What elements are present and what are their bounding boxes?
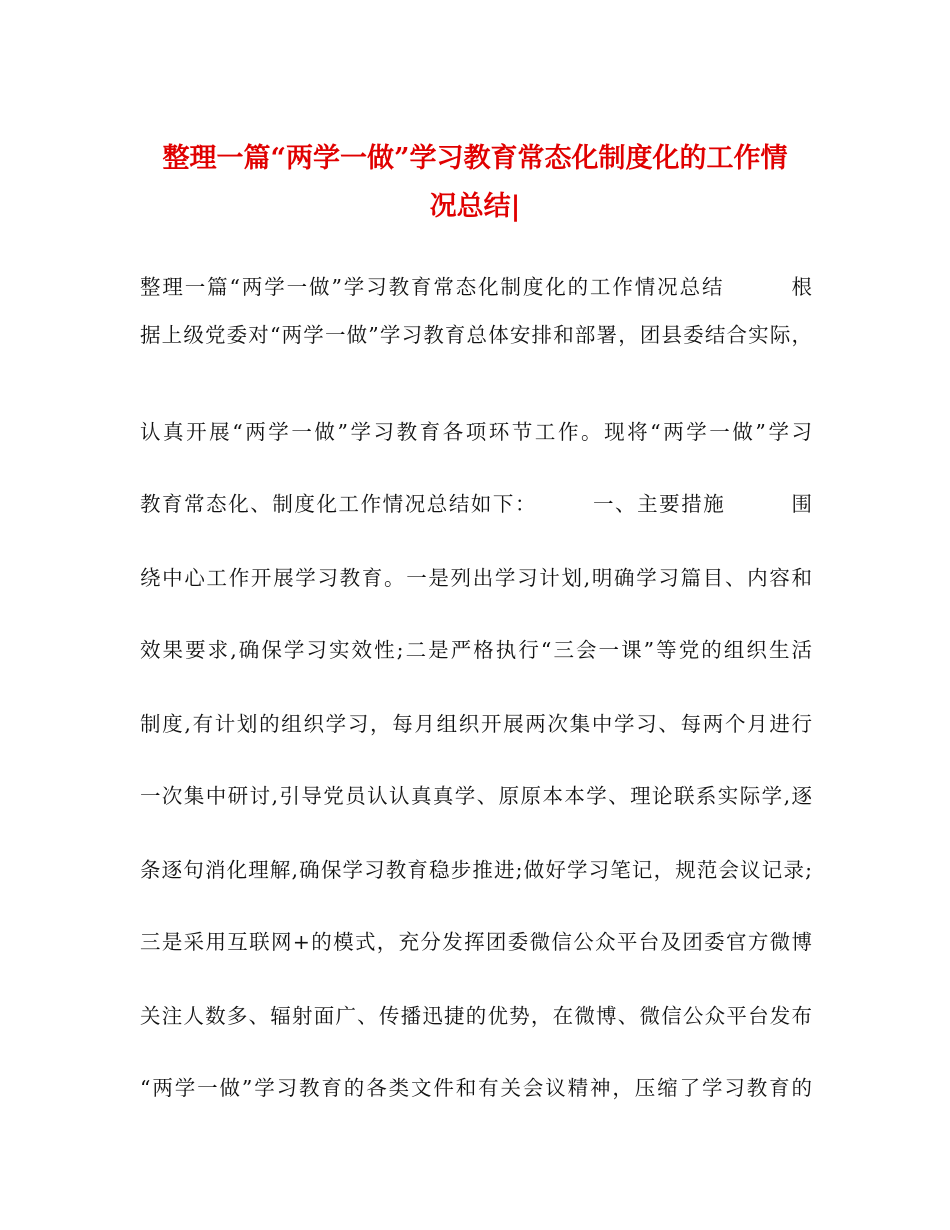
- document-title-line-1: 整理一篇“两学一做”学习教育常态化制度化的工作情: [162, 143, 788, 174]
- body-text-line: 三是采用互联网+的模式，充分发挥团委微信公众平台及团委官方微博: [140, 930, 812, 954]
- body-text-line: 整理一篇“两学一做”学习教育常态化制度化的工作情况总结 根: [140, 275, 812, 299]
- body-text-line: 绕中心工作开展学习教育。一是列出学习计划,明确学习篇目、内容和: [140, 566, 812, 590]
- body-text-line: 教育常态化、制度化工作情况总结如下： 一、主要措施 围: [140, 492, 812, 516]
- body-text-line: 关注人数多、辐射面广、传播迅捷的优势，在微博、微信公众平台发布: [140, 1004, 812, 1028]
- document-title-line-2: 况总结|: [429, 191, 521, 222]
- body-text-line: 制度,有计划的组织学习，每月组织开展两次集中学习、每两个月进行: [140, 712, 812, 736]
- body-text-line: “两学一做”学习教育的各类文件和有关会议精神，压缩了学习教育的: [140, 1076, 812, 1100]
- body-text-line: 效果要求,确保学习实效性;二是严格执行“三会一课”等党的组织生活: [140, 638, 812, 662]
- body-text-line: 条逐句消化理解,确保学习教育稳步推进;做好学习笔记，规范会议记录;: [140, 858, 812, 882]
- body-text-line: 一次集中研讨,引导党员认认真真学、原原本本学、理论联系实际学,逐: [140, 784, 812, 808]
- body-text-line: 据上级党委对“两学一做”学习教育总体安排和部署，团县委结合实际，: [140, 323, 812, 347]
- body-text-line: 认真开展“两学一做”学习教育各项环节工作。现将“两学一做”学习: [140, 420, 812, 444]
